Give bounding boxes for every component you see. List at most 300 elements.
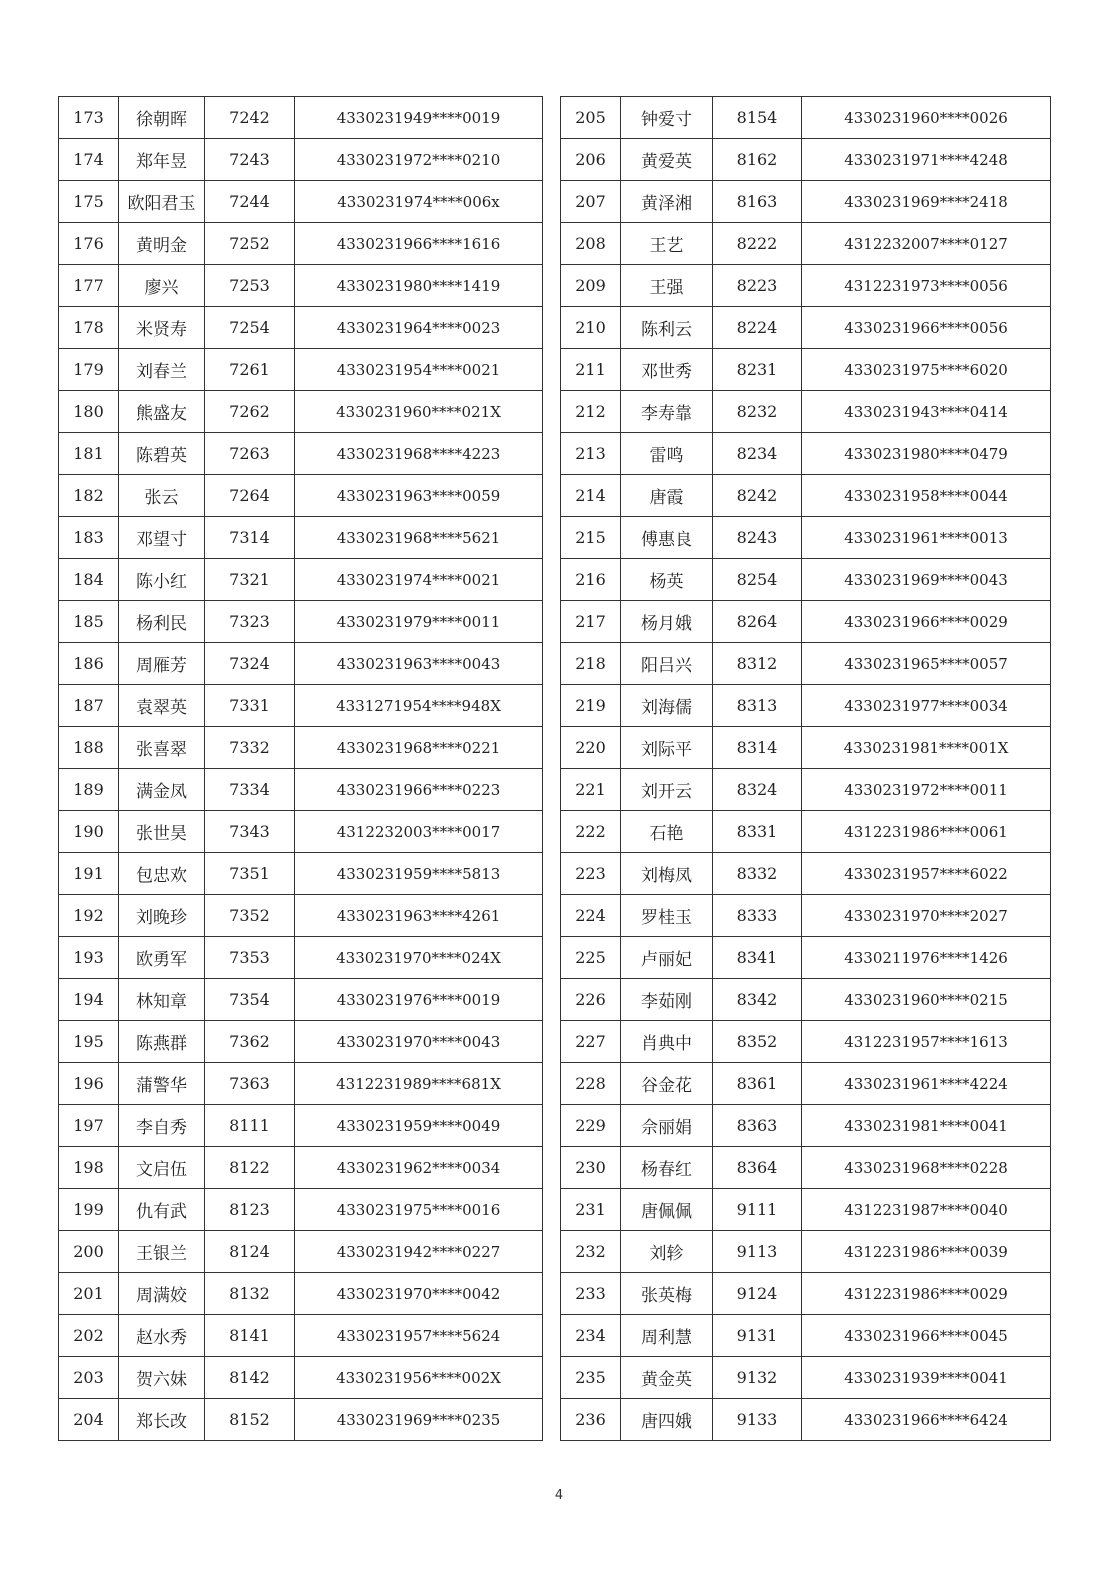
table-row [561, 349, 1051, 391]
person-name: 刘晚珍 [119, 895, 205, 937]
person-name: 唐佩佩 [621, 1189, 713, 1231]
person-name: 刘际平 [621, 727, 713, 769]
row-number: 191 [59, 853, 119, 895]
id-number: 4330231962****0034 [295, 1147, 543, 1189]
row-number: 218 [561, 643, 621, 685]
table-row [561, 853, 1051, 895]
id-number: 4330231949****0019 [295, 97, 543, 139]
member-code: 9133 [713, 1399, 802, 1441]
row-number: 199 [59, 1189, 119, 1231]
person-name: 唐霞 [621, 475, 713, 517]
person-name: 刘轸 [621, 1231, 713, 1273]
person-name: 杨月娥 [621, 601, 713, 643]
row-number: 174 [59, 139, 119, 181]
person-name: 罗桂玉 [621, 895, 713, 937]
member-code: 8141 [205, 1315, 295, 1357]
row-number: 192 [59, 895, 119, 937]
table-row [59, 1189, 543, 1231]
table-row [59, 1357, 543, 1399]
row-number: 177 [59, 265, 119, 307]
member-code: 7242 [205, 97, 295, 139]
person-name: 李茹刚 [621, 979, 713, 1021]
person-name: 黄金英 [621, 1357, 713, 1399]
id-number: 4330231979****0011 [295, 601, 543, 643]
person-name: 周利慧 [621, 1315, 713, 1357]
row-number: 219 [561, 685, 621, 727]
person-name: 林知章 [119, 979, 205, 1021]
id-number: 4330231969****0235 [295, 1399, 543, 1441]
row-number: 211 [561, 349, 621, 391]
person-name: 陈碧英 [119, 433, 205, 475]
id-number: 4330231974****0021 [295, 559, 543, 601]
person-name: 傅惠良 [621, 517, 713, 559]
member-code: 8314 [713, 727, 802, 769]
member-code: 7321 [205, 559, 295, 601]
table-row [59, 433, 543, 475]
table-row [59, 1147, 543, 1189]
row-number: 173 [59, 97, 119, 139]
table-row [561, 1231, 1051, 1273]
row-number: 212 [561, 391, 621, 433]
id-number: 4312231986****0029 [802, 1273, 1051, 1315]
member-code: 7252 [205, 223, 295, 265]
id-number: 4330231981****001X [802, 727, 1051, 769]
table-row [561, 1399, 1051, 1441]
table-row [59, 475, 543, 517]
table-row [561, 811, 1051, 853]
id-number: 4330231960****021X [295, 391, 543, 433]
member-code: 8352 [713, 1021, 802, 1063]
table-row [561, 1273, 1051, 1315]
id-number: 4330231964****0023 [295, 307, 543, 349]
member-code: 8332 [713, 853, 802, 895]
person-name: 邓世秀 [621, 349, 713, 391]
member-code: 8264 [713, 601, 802, 643]
row-number: 204 [59, 1399, 119, 1441]
person-name: 欧勇军 [119, 937, 205, 979]
person-name: 徐朝晖 [119, 97, 205, 139]
member-code: 7261 [205, 349, 295, 391]
table-row [59, 1231, 543, 1273]
id-number: 4330231939****0041 [802, 1357, 1051, 1399]
member-code: 7353 [205, 937, 295, 979]
row-number: 202 [59, 1315, 119, 1357]
member-code: 9113 [713, 1231, 802, 1273]
id-number: 4330231968****5621 [295, 517, 543, 559]
table-row [561, 1189, 1051, 1231]
table-row [561, 391, 1051, 433]
member-code: 7352 [205, 895, 295, 937]
table-row [561, 1357, 1051, 1399]
member-code: 7334 [205, 769, 295, 811]
row-number: 201 [59, 1273, 119, 1315]
id-number: 4330231976****0019 [295, 979, 543, 1021]
table-row [561, 979, 1051, 1021]
member-code: 7354 [205, 979, 295, 1021]
row-number: 231 [561, 1189, 621, 1231]
table-row [59, 937, 543, 979]
table-row [561, 685, 1051, 727]
member-code: 7244 [205, 181, 295, 223]
id-number: 4312232003****0017 [295, 811, 543, 853]
id-number: 4330231968****0228 [802, 1147, 1051, 1189]
member-code: 8242 [713, 475, 802, 517]
person-name: 雷鸣 [621, 433, 713, 475]
table-row [59, 853, 543, 895]
table-row [561, 895, 1051, 937]
id-number: 4330231966****0029 [802, 601, 1051, 643]
id-number: 4330231968****0221 [295, 727, 543, 769]
row-number: 184 [59, 559, 119, 601]
id-number: 4330231943****0414 [802, 391, 1051, 433]
member-code: 7264 [205, 475, 295, 517]
table-row [561, 1105, 1051, 1147]
id-number: 4312231987****0040 [802, 1189, 1051, 1231]
table-row [59, 559, 543, 601]
row-number: 223 [561, 853, 621, 895]
table-row [59, 223, 543, 265]
row-number: 175 [59, 181, 119, 223]
row-number: 181 [59, 433, 119, 475]
table-row [59, 1315, 543, 1357]
member-code: 8123 [205, 1189, 295, 1231]
member-code: 7262 [205, 391, 295, 433]
id-number: 4330231969****0043 [802, 559, 1051, 601]
table-row [561, 181, 1051, 223]
member-code: 9111 [713, 1189, 802, 1231]
row-number: 235 [561, 1357, 621, 1399]
person-name: 满金凤 [119, 769, 205, 811]
table-row [59, 601, 543, 643]
row-number: 185 [59, 601, 119, 643]
id-number: 4330231961****4224 [802, 1063, 1051, 1105]
member-code: 8162 [713, 139, 802, 181]
row-number: 186 [59, 643, 119, 685]
roster-table-left [58, 96, 543, 1441]
row-number: 226 [561, 979, 621, 1021]
table-row [561, 307, 1051, 349]
row-number: 236 [561, 1399, 621, 1441]
person-name: 杨英 [621, 559, 713, 601]
person-name: 包忠欢 [119, 853, 205, 895]
id-number: 4330231970****2027 [802, 895, 1051, 937]
person-name: 肖典中 [621, 1021, 713, 1063]
id-number: 4330231966****6424 [802, 1399, 1051, 1441]
table-row [561, 937, 1051, 979]
table-row [561, 1315, 1051, 1357]
person-name: 贺六妹 [119, 1357, 205, 1399]
id-number: 4330231970****024X [295, 937, 543, 979]
member-code: 8152 [205, 1399, 295, 1441]
row-number: 214 [561, 475, 621, 517]
id-number: 4330231959****5813 [295, 853, 543, 895]
id-number: 4330231960****0215 [802, 979, 1051, 1021]
row-number: 197 [59, 1105, 119, 1147]
member-code: 8154 [713, 97, 802, 139]
table-row [561, 559, 1051, 601]
row-number: 190 [59, 811, 119, 853]
row-number: 193 [59, 937, 119, 979]
id-number: 4330231969****2418 [802, 181, 1051, 223]
id-number: 4312231973****0056 [802, 265, 1051, 307]
person-name: 王强 [621, 265, 713, 307]
table-row [561, 97, 1051, 139]
id-number: 4330231972****0210 [295, 139, 543, 181]
table-row [59, 97, 543, 139]
row-number: 203 [59, 1357, 119, 1399]
row-number: 187 [59, 685, 119, 727]
member-code: 8341 [713, 937, 802, 979]
person-name: 唐四娥 [621, 1399, 713, 1441]
row-number: 217 [561, 601, 621, 643]
member-code: 7253 [205, 265, 295, 307]
id-number: 4330231966****1616 [295, 223, 543, 265]
person-name: 廖兴 [119, 265, 205, 307]
table-row [59, 307, 543, 349]
member-code: 8124 [205, 1231, 295, 1273]
row-number: 220 [561, 727, 621, 769]
person-name: 王银兰 [119, 1231, 205, 1273]
person-name: 李寿靠 [621, 391, 713, 433]
person-name: 陈小红 [119, 559, 205, 601]
id-number: 4330231972****0011 [802, 769, 1051, 811]
table-row [59, 1105, 543, 1147]
row-number: 198 [59, 1147, 119, 1189]
id-number: 4330231968****4223 [295, 433, 543, 475]
row-number: 234 [561, 1315, 621, 1357]
person-name: 刘开云 [621, 769, 713, 811]
person-name: 阳吕兴 [621, 643, 713, 685]
member-code: 8331 [713, 811, 802, 853]
row-number: 232 [561, 1231, 621, 1273]
person-name: 杨春红 [621, 1147, 713, 1189]
id-number: 4330231971****4248 [802, 139, 1051, 181]
row-number: 180 [59, 391, 119, 433]
row-number: 189 [59, 769, 119, 811]
id-number: 4330231975****6020 [802, 349, 1051, 391]
id-number: 4330231963****0043 [295, 643, 543, 685]
member-code: 7363 [205, 1063, 295, 1105]
row-number: 205 [561, 97, 621, 139]
member-code: 7254 [205, 307, 295, 349]
table-row [561, 601, 1051, 643]
id-number: 4330231981****0041 [802, 1105, 1051, 1147]
member-code: 8232 [713, 391, 802, 433]
member-code: 7331 [205, 685, 295, 727]
row-number: 225 [561, 937, 621, 979]
person-name: 蒲警华 [119, 1063, 205, 1105]
table-row [59, 265, 543, 307]
id-number: 4330231970****0042 [295, 1273, 543, 1315]
person-name: 陈燕群 [119, 1021, 205, 1063]
member-code: 8313 [713, 685, 802, 727]
member-code: 8364 [713, 1147, 802, 1189]
table-row [561, 517, 1051, 559]
person-name: 张世昊 [119, 811, 205, 853]
person-name: 张喜翠 [119, 727, 205, 769]
row-number: 188 [59, 727, 119, 769]
id-number: 4330231970****0043 [295, 1021, 543, 1063]
row-number: 200 [59, 1231, 119, 1273]
id-number: 4330231977****0034 [802, 685, 1051, 727]
id-number: 4330231963****4261 [295, 895, 543, 937]
id-number: 4330231956****002X [295, 1357, 543, 1399]
id-number: 4330231963****0059 [295, 475, 543, 517]
person-name: 仇有武 [119, 1189, 205, 1231]
member-code: 9132 [713, 1357, 802, 1399]
row-number: 221 [561, 769, 621, 811]
person-name: 郑年昱 [119, 139, 205, 181]
member-code: 8361 [713, 1063, 802, 1105]
member-code: 8312 [713, 643, 802, 685]
person-name: 黄明金 [119, 223, 205, 265]
person-name: 邓望寸 [119, 517, 205, 559]
page-number: 4 [554, 1488, 564, 1503]
person-name: 黄泽湘 [621, 181, 713, 223]
person-name: 陈利云 [621, 307, 713, 349]
table-row [561, 1021, 1051, 1063]
member-code: 7343 [205, 811, 295, 853]
id-number: 4330231980****0479 [802, 433, 1051, 475]
roster-table-right-body [561, 97, 1051, 1441]
id-number: 4331271954****948X [295, 685, 543, 727]
row-number: 229 [561, 1105, 621, 1147]
table-row [59, 181, 543, 223]
member-code: 8222 [713, 223, 802, 265]
row-number: 213 [561, 433, 621, 475]
table-row [561, 643, 1051, 685]
row-number: 183 [59, 517, 119, 559]
row-number: 227 [561, 1021, 621, 1063]
id-number: 4330231958****0044 [802, 475, 1051, 517]
table-row [59, 139, 543, 181]
person-name: 欧阳君玉 [119, 181, 205, 223]
member-code: 8363 [713, 1105, 802, 1147]
member-code: 8122 [205, 1147, 295, 1189]
id-number: 4330231965****0057 [802, 643, 1051, 685]
member-code: 7243 [205, 139, 295, 181]
row-number: 194 [59, 979, 119, 1021]
id-number: 4312232007****0127 [802, 223, 1051, 265]
table-row [561, 223, 1051, 265]
member-code: 7324 [205, 643, 295, 685]
member-code: 7362 [205, 1021, 295, 1063]
id-number: 4330231966****0056 [802, 307, 1051, 349]
row-number: 182 [59, 475, 119, 517]
person-name: 杨利民 [119, 601, 205, 643]
row-number: 176 [59, 223, 119, 265]
row-number: 215 [561, 517, 621, 559]
person-name: 刘梅凤 [621, 853, 713, 895]
id-number: 4330231957****5624 [295, 1315, 543, 1357]
person-name: 周满姣 [119, 1273, 205, 1315]
id-number: 4330231960****0026 [802, 97, 1051, 139]
member-code: 7323 [205, 601, 295, 643]
member-code: 8254 [713, 559, 802, 601]
id-number: 4330211976****1426 [802, 937, 1051, 979]
person-name: 赵水秀 [119, 1315, 205, 1357]
person-name: 周雁芳 [119, 643, 205, 685]
member-code: 8231 [713, 349, 802, 391]
member-code: 8324 [713, 769, 802, 811]
table-row [59, 1021, 543, 1063]
member-code: 8224 [713, 307, 802, 349]
id-number: 4312231957****1613 [802, 1021, 1051, 1063]
id-number: 4330231954****0021 [295, 349, 543, 391]
person-name: 张英梅 [621, 1273, 713, 1315]
table-row [59, 643, 543, 685]
table-row [561, 727, 1051, 769]
member-code: 7263 [205, 433, 295, 475]
id-number: 4330231974****006x [295, 181, 543, 223]
row-number: 206 [561, 139, 621, 181]
id-number: 4330231975****0016 [295, 1189, 543, 1231]
table-row [561, 265, 1051, 307]
table-row [561, 139, 1051, 181]
member-code: 7332 [205, 727, 295, 769]
table-row [561, 475, 1051, 517]
id-number: 4330231959****0049 [295, 1105, 543, 1147]
person-name: 谷金花 [621, 1063, 713, 1105]
person-name: 刘春兰 [119, 349, 205, 391]
table-row [561, 1063, 1051, 1105]
id-number: 4330231942****0227 [295, 1231, 543, 1273]
table-row [59, 895, 543, 937]
table-row [561, 769, 1051, 811]
table-row [561, 1147, 1051, 1189]
person-name: 王艺 [621, 223, 713, 265]
member-code: 8333 [713, 895, 802, 937]
id-number: 4330231980****1419 [295, 265, 543, 307]
person-name: 米贤寿 [119, 307, 205, 349]
person-name: 黄爱英 [621, 139, 713, 181]
member-code: 8234 [713, 433, 802, 475]
table-row [59, 517, 543, 559]
person-name: 袁翠英 [119, 685, 205, 727]
id-number: 4330231966****0223 [295, 769, 543, 811]
member-code: 9124 [713, 1273, 802, 1315]
row-number: 222 [561, 811, 621, 853]
row-number: 230 [561, 1147, 621, 1189]
table-row [59, 811, 543, 853]
row-number: 195 [59, 1021, 119, 1063]
table-row [59, 1273, 543, 1315]
person-name: 钟爱寸 [621, 97, 713, 139]
member-code: 9131 [713, 1315, 802, 1357]
person-name: 文启伍 [119, 1147, 205, 1189]
member-code: 8243 [713, 517, 802, 559]
row-number: 196 [59, 1063, 119, 1105]
row-number: 216 [561, 559, 621, 601]
person-name: 佘丽娟 [621, 1105, 713, 1147]
member-code: 8132 [205, 1273, 295, 1315]
row-number: 207 [561, 181, 621, 223]
person-name: 李自秀 [119, 1105, 205, 1147]
row-number: 210 [561, 307, 621, 349]
id-number: 4330231966****0045 [802, 1315, 1051, 1357]
table-row [59, 727, 543, 769]
row-number: 209 [561, 265, 621, 307]
table-row [59, 1399, 543, 1441]
row-number: 224 [561, 895, 621, 937]
person-name: 郑长改 [119, 1399, 205, 1441]
person-name: 熊盛友 [119, 391, 205, 433]
member-code: 8163 [713, 181, 802, 223]
table-row [59, 391, 543, 433]
person-name: 石艳 [621, 811, 713, 853]
row-number: 179 [59, 349, 119, 391]
row-number: 233 [561, 1273, 621, 1315]
